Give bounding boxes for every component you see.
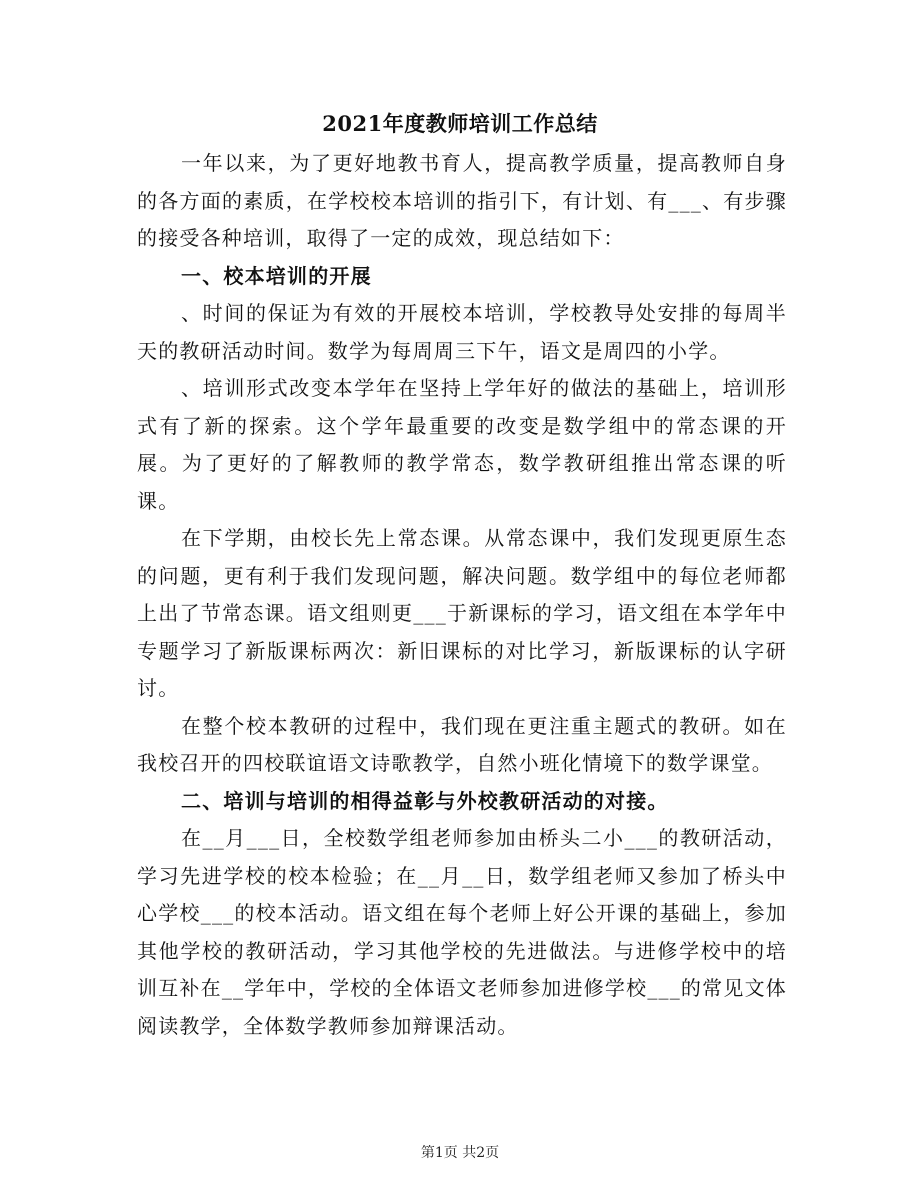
body-paragraph: 在整个校本教研的过程中，我们现在更注重主题式的教研。如在我校召开的四校联谊语文诗歌教学，自然小班化情境下的数学课堂。 bbox=[137, 713, 787, 775]
document-body bbox=[137, 145, 787, 1045]
page-number-footer: 第1页 共2页 bbox=[420, 1145, 500, 1161]
body-paragraph: 、时间的保证为有效的开展校本培训，学校教导处安排的每周半天的教研活动时间。数学为每周周三下午，语文是周四的小学。 bbox=[137, 301, 787, 363]
document-title: 2021年度教师培训工作总结 bbox=[322, 111, 598, 136]
body-paragraph: 在下学期，由校长先上常态课。从常态课中，我们发现更原生态的问题，更有利于我们发现问题，解决问题。数学组中的每位老师都上出了节常态课。语文组则更___于新课标的学习，语文组在本学年中专题学习了新版课标两次：新旧课标的对比学习，新版课标的认字研讨。 bbox=[137, 526, 787, 700]
section-heading-1: 一、校本培训的开展 bbox=[181, 263, 372, 288]
intro-paragraph: 一年以来，为了更好地教书育人，提高教学质量，提高教师自身的各方面的素质，在学校校本培训的指引下，有计划、有___、有步骤的接受各种培训，取得了一定的成效，现总结如下： bbox=[137, 151, 787, 250]
body-paragraph: 、培训形式改变本学年在坚持上学年好的做法的基础上，培训形式有了新的探索。这个学年最重要的改变是数学组中的常态课的开展。为了更好的了解教师的教学常态，数学教研组推出常态课的听课。 bbox=[137, 376, 787, 513]
body-paragraph: 在__月___日，全校数学组老师参加由桥头二小___的教研活动，学习先进学校的校本检验；在__月__日，数学组老师又参加了桥头中心学校___的校本活动。语文组在每个老师上好公开课的基础上，参加其他学校的教研活动，学习其他学校的先进做法。与进修学校中的培训互补在__学年中，学校的全体语文老师参加进修学校___的常见文体阅读教学，全体数学教师参加辩课活动。 bbox=[137, 826, 787, 1038]
section-heading-2: 二、培训与培训的相得益彰与外校教研活动的对接。 bbox=[181, 788, 669, 813]
